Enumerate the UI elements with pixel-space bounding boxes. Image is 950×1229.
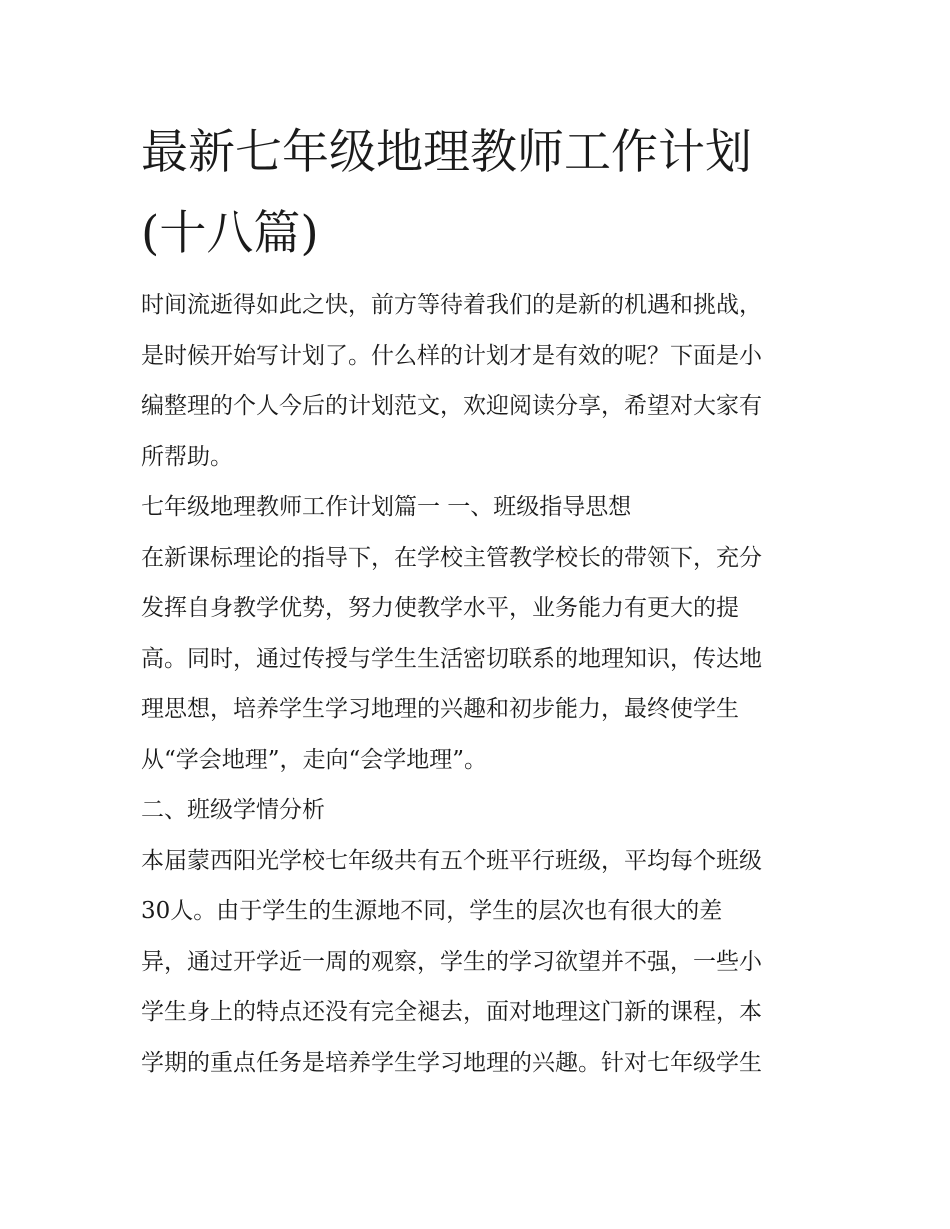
body-line: 是时候开始写计划了。什么样的计划才是有效的呢？下面是小 bbox=[141, 342, 762, 369]
body-line: 学期的重点任务是培养学生学习地理的兴趣。针对七年级学生 bbox=[141, 1049, 762, 1076]
body-line: 发挥自身教学优势，努力使教学水平，业务能力有更大的提 bbox=[141, 595, 739, 621]
body-line: 所帮助。 bbox=[141, 443, 233, 470]
body-line: 在新课标理论的指导下，在学校主管教学校长的带领下，充分 bbox=[141, 544, 762, 571]
body-line: 学生身上的特点还没有完全褪去，面对地理这门新的课程，本 bbox=[141, 999, 762, 1025]
body-line: 理思想，培养学生学习地理的兴趣和初步能力，最终使学生 bbox=[141, 696, 739, 722]
document-title bbox=[141, 112, 813, 274]
body-line: 异，通过开学近一周的观察，学生的学习欲望并不强，一些小 bbox=[141, 948, 762, 975]
section-heading-1: 七年级地理教师工作计划篇一 一、班级指导思想 bbox=[141, 494, 632, 520]
body-line: 编整理的个人今后的计划范文，欢迎阅读分享，希望对大家有 bbox=[141, 393, 762, 419]
body-line: 从“学会地理”，走向“会学地理”。 bbox=[141, 746, 488, 773]
body-line: 高。同时，通过传授与学生生活密切联系的地理知识，传达地 bbox=[141, 645, 762, 672]
body-line: 30人。由于学生的生源地不同，学生的层次也有很大的差 bbox=[141, 898, 723, 924]
section-heading-2: 二、班级学情分析 bbox=[141, 797, 325, 823]
title-line-1: 最新七年级地理教师工作计划 bbox=[141, 125, 752, 180]
title-line-2: (十八篇) bbox=[141, 206, 319, 261]
document-page bbox=[141, 112, 813, 1088]
document-body bbox=[141, 280, 813, 1088]
body-line: 时间流逝得如此之快，前方等待着我们的是新的机遇和挑战， bbox=[141, 292, 762, 318]
body-line: 本届蒙西阳光学校七年级共有五个班平行班级，平均每个班级 bbox=[141, 847, 762, 874]
